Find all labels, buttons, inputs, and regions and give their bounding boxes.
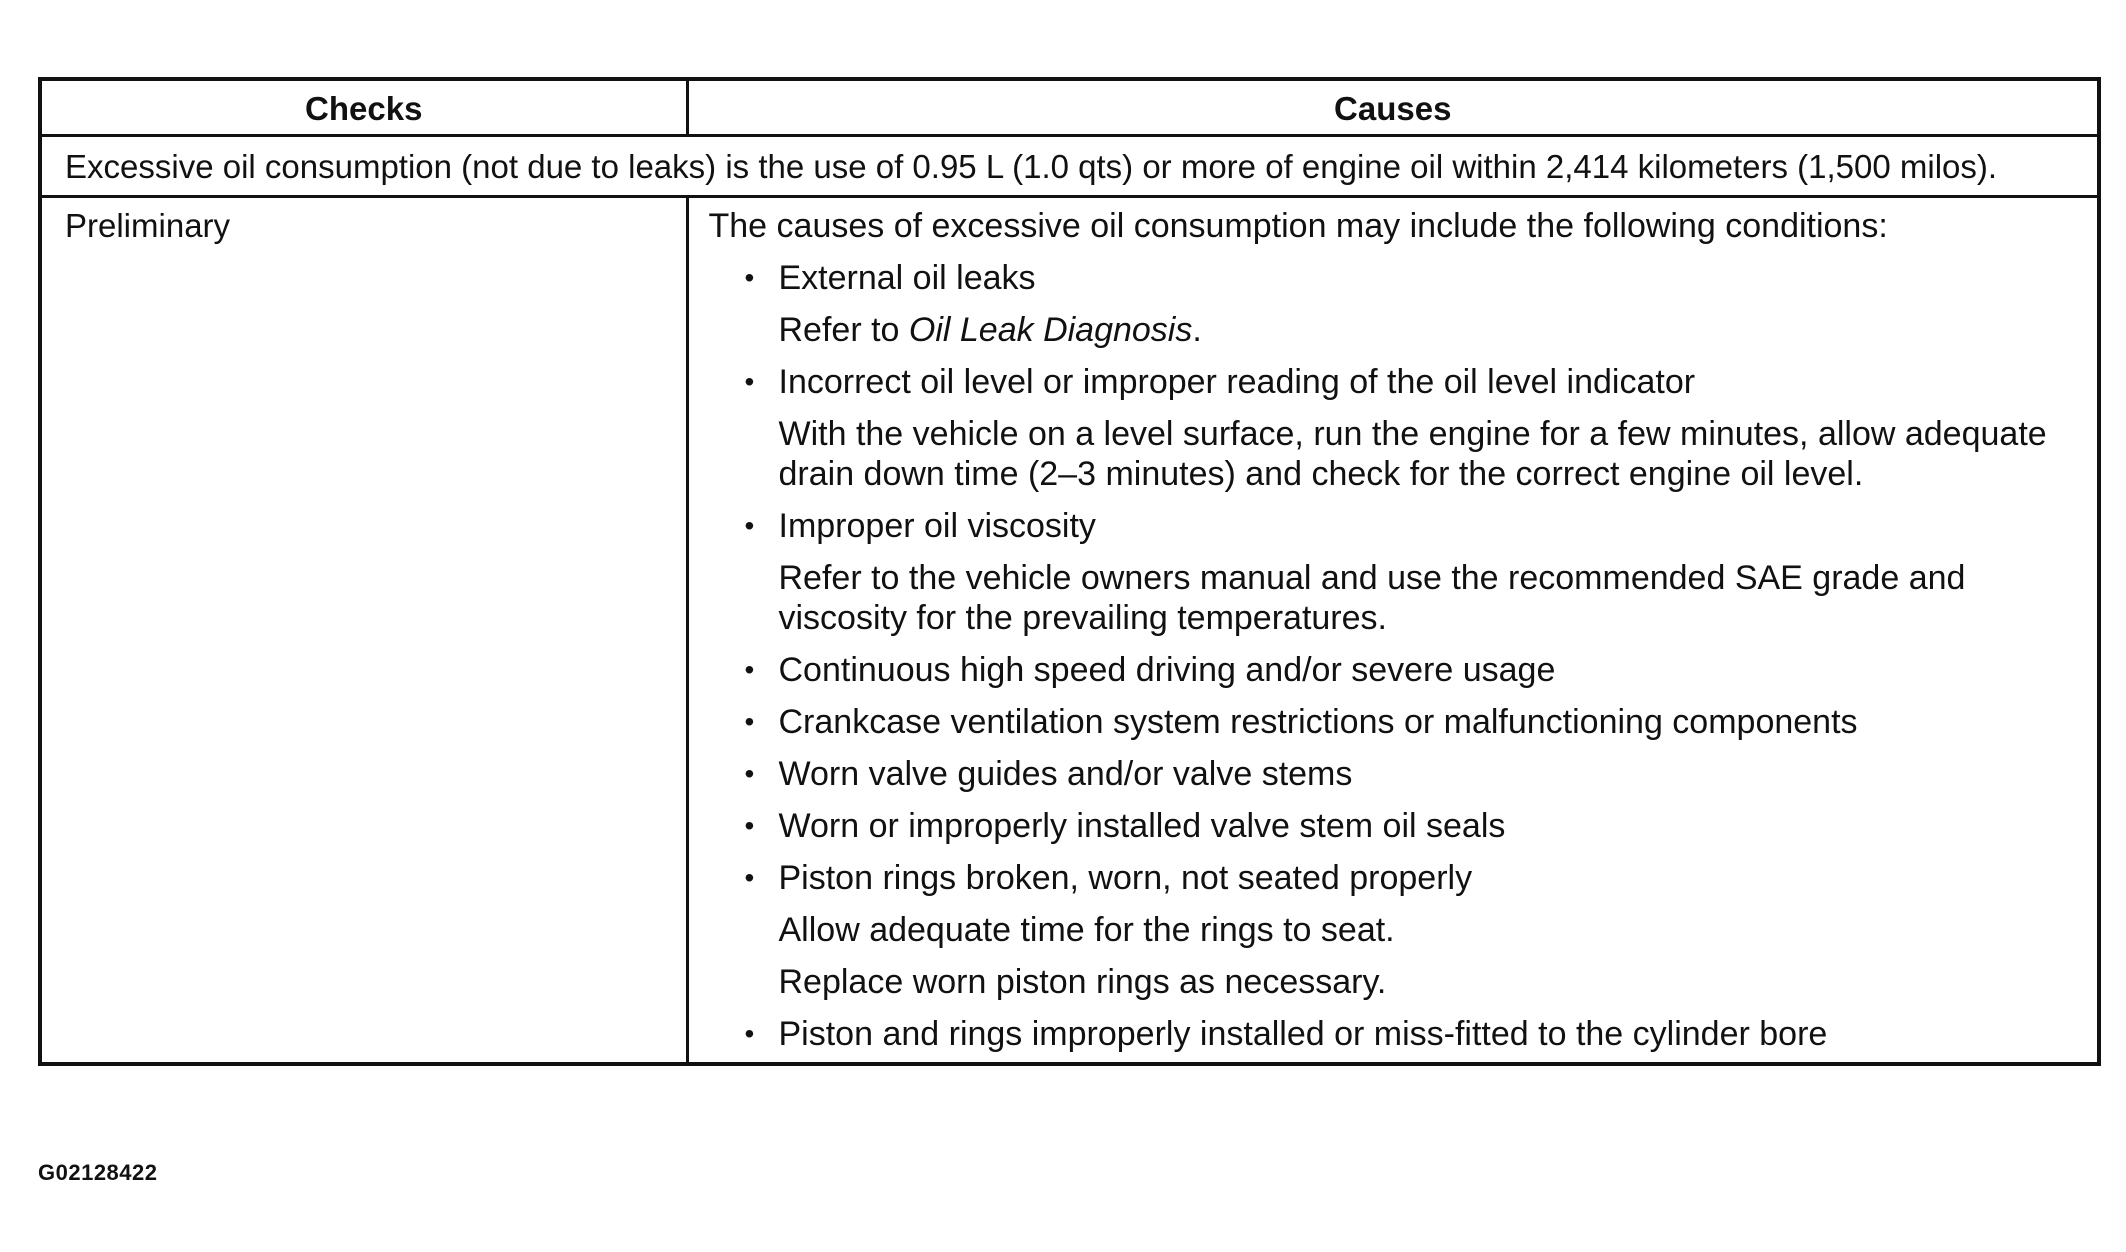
cause-note: Replace worn piston rings as necessary.	[778, 963, 1387, 1001]
causes-cell	[687, 197, 2099, 1065]
bullet-icon: •	[744, 706, 755, 737]
bullet-icon: •	[744, 262, 755, 293]
figure-id: G02128422	[38, 1160, 158, 1185]
definition-text: Excessive oil consumption (not due to leaks) is the use of 0.95 L (1.0 qts) or more of engine oil within 2,414 kilometers (1,500 milos).	[40, 136, 2099, 197]
cause-list	[709, 258, 2068, 1054]
cause-note: Allow adequate time for the rings to seat.	[778, 911, 1395, 949]
oil-leak-diagnosis-reference: Oil Leak Diagnosis	[908, 311, 1193, 349]
cause-note	[779, 310, 2068, 350]
cause-note: With the vehicle on a level surface, run the engine for a few minutes, allow adequate drain down time (2–3 minutes) and check for the correct engine oil level.	[778, 415, 2047, 493]
diagnosis-table	[38, 77, 2101, 1066]
list-item	[709, 702, 2068, 742]
list-item	[709, 858, 2068, 1002]
list-item	[709, 1014, 2068, 1054]
definition-row	[40, 136, 2099, 197]
bullet-icon: •	[744, 1018, 755, 1049]
bullet-icon: •	[744, 510, 755, 541]
cause-text: Incorrect oil level or improper reading of the oil level indicator	[778, 363, 1696, 401]
list-item	[709, 650, 2068, 690]
cause-text: Worn valve guides and/or valve stems	[778, 755, 1353, 793]
causes-header: Causes	[687, 79, 2099, 136]
cause-note: Refer to the vehicle owners manual and use the recommended SAE grade and viscosity for the prevailing temperatures.	[778, 559, 1966, 637]
list-item	[709, 506, 2068, 638]
cause-text: Improper oil viscosity	[778, 507, 1096, 545]
table-header-row	[40, 79, 2099, 136]
checks-header: Checks	[40, 79, 687, 136]
causes-intro: The causes of excessive oil consumption may include the following conditions:	[708, 207, 1888, 245]
bullet-icon: •	[744, 810, 755, 841]
bullet-icon: •	[744, 862, 755, 893]
note-suffix: .	[1192, 311, 1202, 349]
check-label: Preliminary	[40, 197, 687, 1065]
cause-text: Piston rings broken, worn, not seated properly	[778, 859, 1473, 897]
cause-text: Worn or improperly installed valve stem oil seals	[778, 807, 1506, 845]
bullet-icon: •	[744, 654, 755, 685]
cause-text: External oil leaks	[778, 259, 1036, 297]
bullet-icon: •	[744, 366, 755, 397]
cause-text: Crankcase ventilation system restrictions or malfunctioning components	[778, 703, 1858, 741]
cause-text: Continuous high speed driving and/or severe usage	[778, 651, 1556, 689]
list-item	[709, 754, 2068, 794]
list-item	[709, 806, 2068, 846]
list-item	[709, 362, 2068, 494]
list-item	[709, 258, 2068, 350]
table-row	[40, 197, 2099, 1065]
cause-text: Piston and rings improperly installed or miss-fitted to the cylinder bore	[778, 1015, 1828, 1053]
note-prefix: Refer to	[778, 311, 909, 349]
bullet-icon: •	[744, 758, 755, 789]
